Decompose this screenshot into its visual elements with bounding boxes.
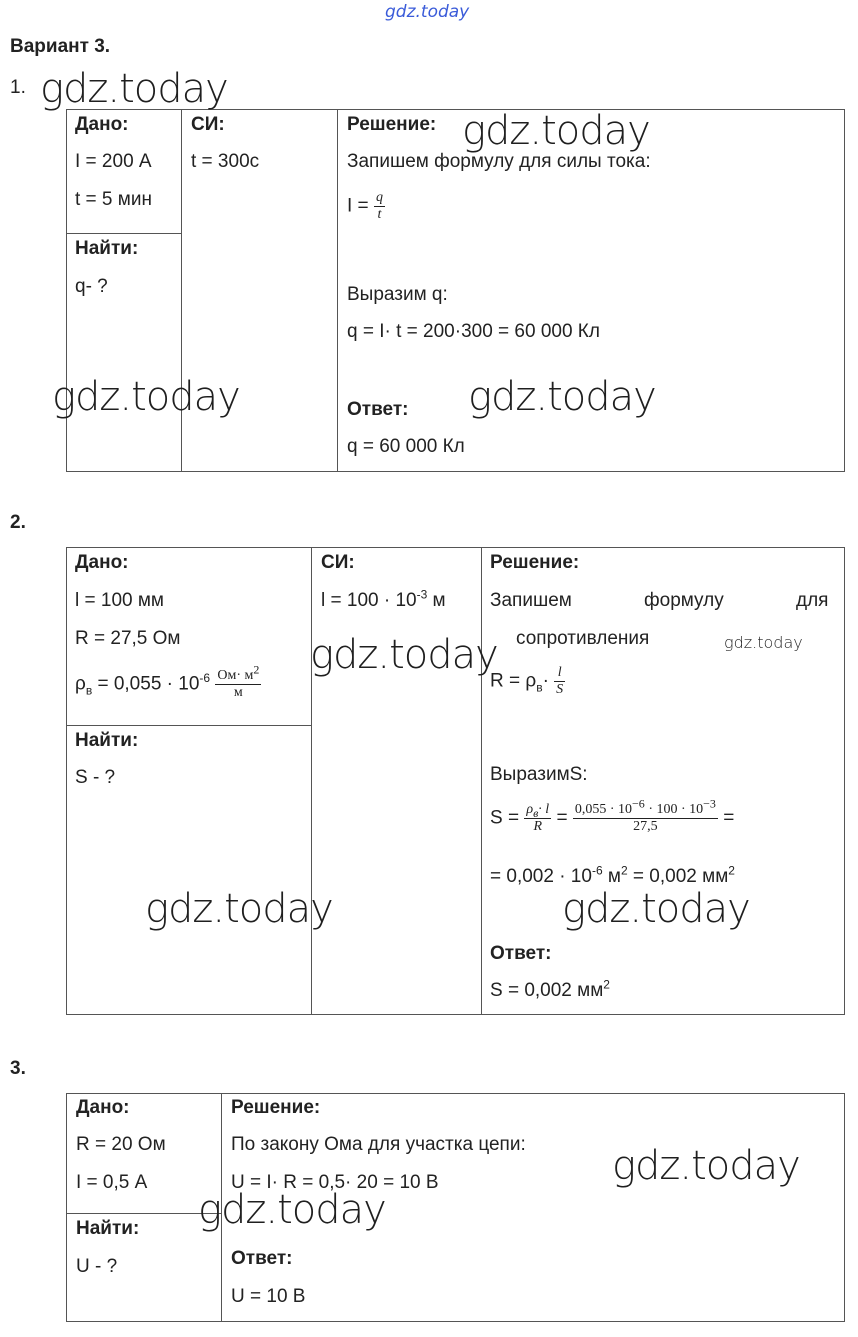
watermark: gdz.today — [612, 1143, 800, 1189]
problem-1-express-text: Выразим q: — [347, 284, 448, 305]
formula-subscript: в — [536, 680, 543, 695]
problem-1-formula-numerator: q — [375, 190, 383, 205]
s-lhs: S = — [490, 807, 520, 829]
s-fraction-2 — [573, 796, 718, 835]
problem-2-solution-label: Решение: — [490, 552, 580, 573]
s-equals: = — [556, 807, 568, 829]
watermark: gdz.today — [145, 886, 333, 932]
si-exponent: -3 — [416, 587, 428, 602]
result-exponent-3: 2 — [728, 863, 735, 878]
problem-2-formula — [490, 665, 565, 698]
problem-3-find-value: U - ? — [76, 1256, 118, 1277]
problem-3-number: 3. — [10, 1058, 26, 1079]
watermark: gdz.today — [462, 108, 650, 154]
rho-exponent: -6 — [199, 671, 211, 686]
problem-1-formula-lhs: I = — [347, 195, 369, 217]
problem-1-divider-2 — [337, 109, 338, 472]
problem-1-solution-label: Решение: — [347, 114, 437, 135]
formula-numerator: l — [557, 665, 562, 680]
watermark: gdz.today — [52, 374, 240, 420]
rho-unit-exponent: 2 — [253, 662, 260, 677]
watermark: gdz.today — [310, 632, 498, 678]
problem-2-si-label: СИ: — [321, 552, 355, 573]
problem-2-number: 2. — [10, 512, 26, 533]
rho-value: = 0,055 · 10 — [92, 673, 200, 695]
problem-1-si-value: t = 300с — [191, 151, 260, 172]
si-base: l = 100 · 10 — [321, 590, 417, 611]
problem-2-answer — [490, 977, 610, 1002]
problem-2-intro-continuation: сопротивления — [516, 628, 650, 649]
s-frac2-denominator: 27,5 — [573, 818, 718, 835]
s-equals-end: = — [723, 807, 735, 829]
problem-3-solution-label: Решение: — [231, 1097, 321, 1118]
problem-3-find-label: Найти: — [76, 1218, 140, 1239]
problem-2-find-value: S - ? — [75, 767, 116, 788]
problem-2-given-length: l = 100 мм — [75, 590, 164, 611]
rho-symbol: ρ — [75, 673, 86, 695]
result-part-b: м — [602, 866, 621, 887]
s-frac1-denominator: R — [524, 818, 551, 835]
problem-2-given-divider — [66, 725, 311, 726]
problem-1-find-label: Найти: — [75, 238, 139, 259]
s-frac2-numerator: 0,055 · 10 — [574, 802, 633, 817]
problem-3-given-current: I = 0,5 А — [76, 1172, 148, 1193]
problem-2-formula-fraction — [554, 665, 565, 698]
problem-1-formula-denominator: t — [374, 206, 385, 223]
formula-dot: · — [542, 670, 549, 692]
watermark: gdz.today — [40, 66, 228, 112]
problem-2-divider-2 — [481, 547, 482, 1015]
rho-subscript: в — [85, 683, 93, 698]
problem-1-find-value: q- ? — [75, 276, 108, 297]
problem-3-given-label: Дано: — [76, 1097, 130, 1118]
si-unit: м — [427, 590, 446, 611]
watermark-top: gdz.today — [385, 2, 470, 22]
problem-3-answer: U = 10 В — [231, 1286, 306, 1307]
result-part-c: = 0,002 мм — [627, 866, 729, 887]
problem-2-given-label: Дано: — [75, 552, 129, 573]
watermark: gdz.today — [198, 1187, 386, 1233]
problem-1-answer: q = 60 000 Кл — [347, 436, 465, 457]
problem-1-answer-label: Ответ: — [347, 399, 409, 420]
problem-3-answer-label: Ответ: — [231, 1248, 293, 1269]
problem-2-intro-word-2: формулу — [644, 590, 724, 611]
problem-2-intro-word-3: для — [796, 590, 829, 611]
problem-2-find-label: Найти: — [75, 730, 139, 751]
s-frac1-numerator-rest: · l — [538, 802, 550, 817]
s-frac2-numerator-mid: · 100 · 10 — [644, 802, 704, 817]
formula-lhs: R = ρ — [490, 670, 537, 692]
answer-exponent: 2 — [603, 977, 610, 992]
formula-denominator: S — [556, 682, 564, 697]
problem-1-given-divider — [66, 233, 181, 234]
problem-2-divider-1 — [311, 547, 312, 1015]
problem-2-table — [66, 547, 845, 1015]
s-frac1-subscript: в — [533, 805, 539, 820]
problem-2-intro-word-1: Запишем — [490, 590, 572, 611]
s-frac1-numerator: ρ — [526, 802, 534, 817]
rho-unit-denominator: м — [215, 684, 261, 701]
problem-2-si-value — [321, 587, 446, 612]
problem-1-formula — [347, 190, 385, 223]
variant-title: Вариант 3. — [10, 36, 111, 57]
s-frac2-exponent-2: −3 — [703, 796, 716, 811]
watermark: gdz.today — [562, 886, 750, 932]
problem-1-formula-fraction — [374, 190, 385, 223]
s-frac2-exponent-1: −6 — [632, 796, 645, 811]
problem-2-given-resistivity — [75, 662, 261, 701]
problem-1-si-label: СИ: — [191, 114, 225, 135]
problem-3-calculation: U = I· R = 0,5· 20 = 10 В — [231, 1172, 439, 1193]
result-exponent-1: -6 — [591, 863, 603, 878]
problem-1-given-label: Дано: — [75, 114, 129, 135]
problem-3-table — [66, 1093, 845, 1322]
watermark: gdz.today — [468, 374, 656, 420]
s-fraction-1 — [524, 802, 551, 835]
problem-2-given-resistance: R = 27,5 Ом — [75, 628, 181, 649]
problem-2-s-formula — [490, 796, 735, 835]
problem-1-number: 1. — [10, 77, 26, 98]
rho-unit-fraction — [215, 662, 261, 701]
rho-unit-numerator: Ом· м — [217, 668, 254, 683]
problem-2-express-text: ВыразимS: — [490, 764, 588, 785]
problem-3-given-resistance: R = 20 Ом — [76, 1134, 166, 1155]
result-part-a: = 0,002 · 10 — [490, 866, 592, 887]
problem-1-given-time: t = 5 мин — [75, 189, 152, 210]
problem-1-given-current: I = 200 А — [75, 151, 152, 172]
problem-3-solution-intro: По закону Ома для участка цепи: — [231, 1134, 526, 1155]
problem-1-calculation: q = I· t = 200·300 = 60 000 Кл — [347, 321, 600, 342]
problem-2-result — [490, 863, 735, 888]
problem-1-solution-intro: Запишем формулу для силы тока: — [347, 151, 651, 172]
problem-2-answer-label: Ответ: — [490, 943, 552, 964]
result-exponent-2: 2 — [620, 863, 628, 878]
watermark: gdz.today — [724, 633, 803, 652]
answer-text: S = 0,002 мм — [490, 980, 604, 1001]
